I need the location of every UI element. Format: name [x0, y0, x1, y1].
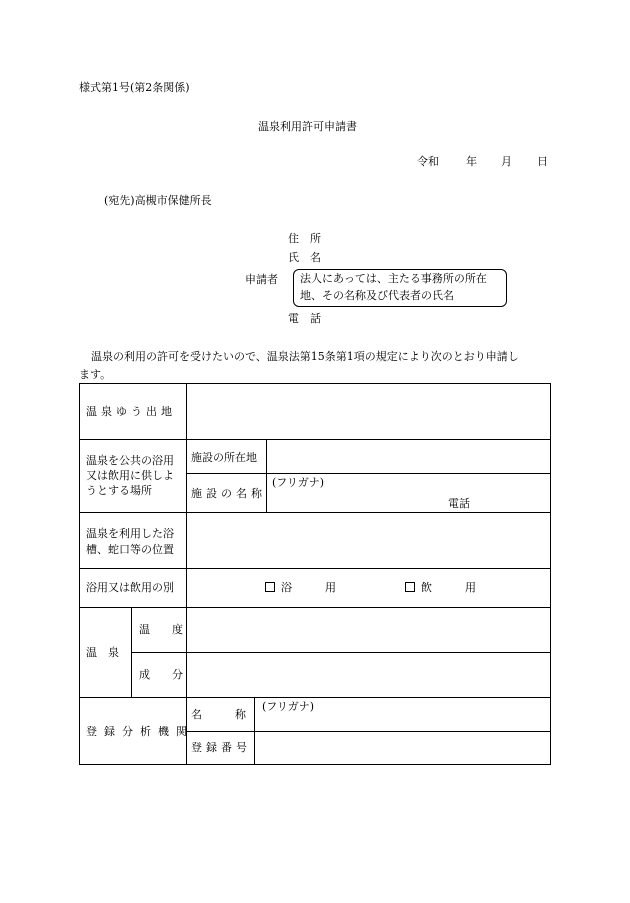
lab-label: 登録分析機関: [86, 725, 194, 738]
intro-text-line2: ます。: [79, 368, 112, 381]
applicant-phone-label: 電 話: [288, 312, 321, 325]
bath-position-label-line1: 温泉を利用した浴: [86, 527, 174, 540]
applicant-label: 申請者: [245, 273, 278, 286]
hot-spring-label: 温 泉: [86, 646, 119, 659]
applicant-address-label: 住 所: [288, 232, 321, 245]
facility-name-label: 施設の名称: [191, 487, 266, 500]
intro-text-line1: 温泉の利用の許可を受けたいので、温泉法第15条第1項の規定により次のとおり申請し: [91, 350, 519, 363]
bath-option-label: 浴 用: [281, 581, 336, 594]
form-number: 様式第1号(第2条関係): [79, 81, 190, 94]
applicant-note-line2: 地、その名称及び代表者の氏名: [300, 289, 454, 302]
bath-position-label-line2: 槽、蛇口等の位置: [86, 543, 174, 556]
addressee: (宛先)高槻市保健所長: [104, 194, 212, 207]
temperature-label: 温 度: [139, 623, 183, 636]
place-label-line2: 又は飲用に供しよ: [86, 469, 174, 482]
form-title: 温泉利用許可申請書: [258, 120, 357, 133]
drink-option-label: 飲 用: [421, 581, 476, 594]
facility-phone-label: 電話: [448, 497, 470, 510]
date-day: 日: [537, 155, 548, 168]
facility-furigana-label: (フリガナ): [272, 476, 325, 489]
date-era: 令和: [417, 155, 439, 168]
place-label-line3: うとする場所: [86, 484, 152, 497]
source-location-label: 温泉ゆう出地: [86, 405, 176, 418]
place-label-line1: 温泉を公共の浴用: [86, 454, 174, 467]
application-table: [79, 383, 551, 765]
lab-name-label: 名 称: [191, 708, 246, 721]
component-label: 成 分: [139, 668, 183, 681]
drink-checkbox[interactable]: [405, 582, 415, 592]
lab-number-label: 登録番号: [191, 741, 251, 754]
date-month: 月: [501, 155, 512, 168]
applicant-note-line1: 法人にあっては、主たる事務所の所在: [300, 272, 487, 285]
lab-furigana-label: (フリガナ): [262, 700, 315, 713]
applicant-name-label: 氏 名: [288, 251, 321, 264]
bath-option[interactable]: [265, 580, 336, 595]
facility-address-label: 施設の所在地: [191, 451, 257, 464]
drink-option[interactable]: [405, 580, 476, 595]
date-year: 年: [466, 155, 477, 168]
bath-checkbox[interactable]: [265, 582, 275, 592]
use-type-label: 浴用又は飲用の別: [86, 581, 174, 594]
